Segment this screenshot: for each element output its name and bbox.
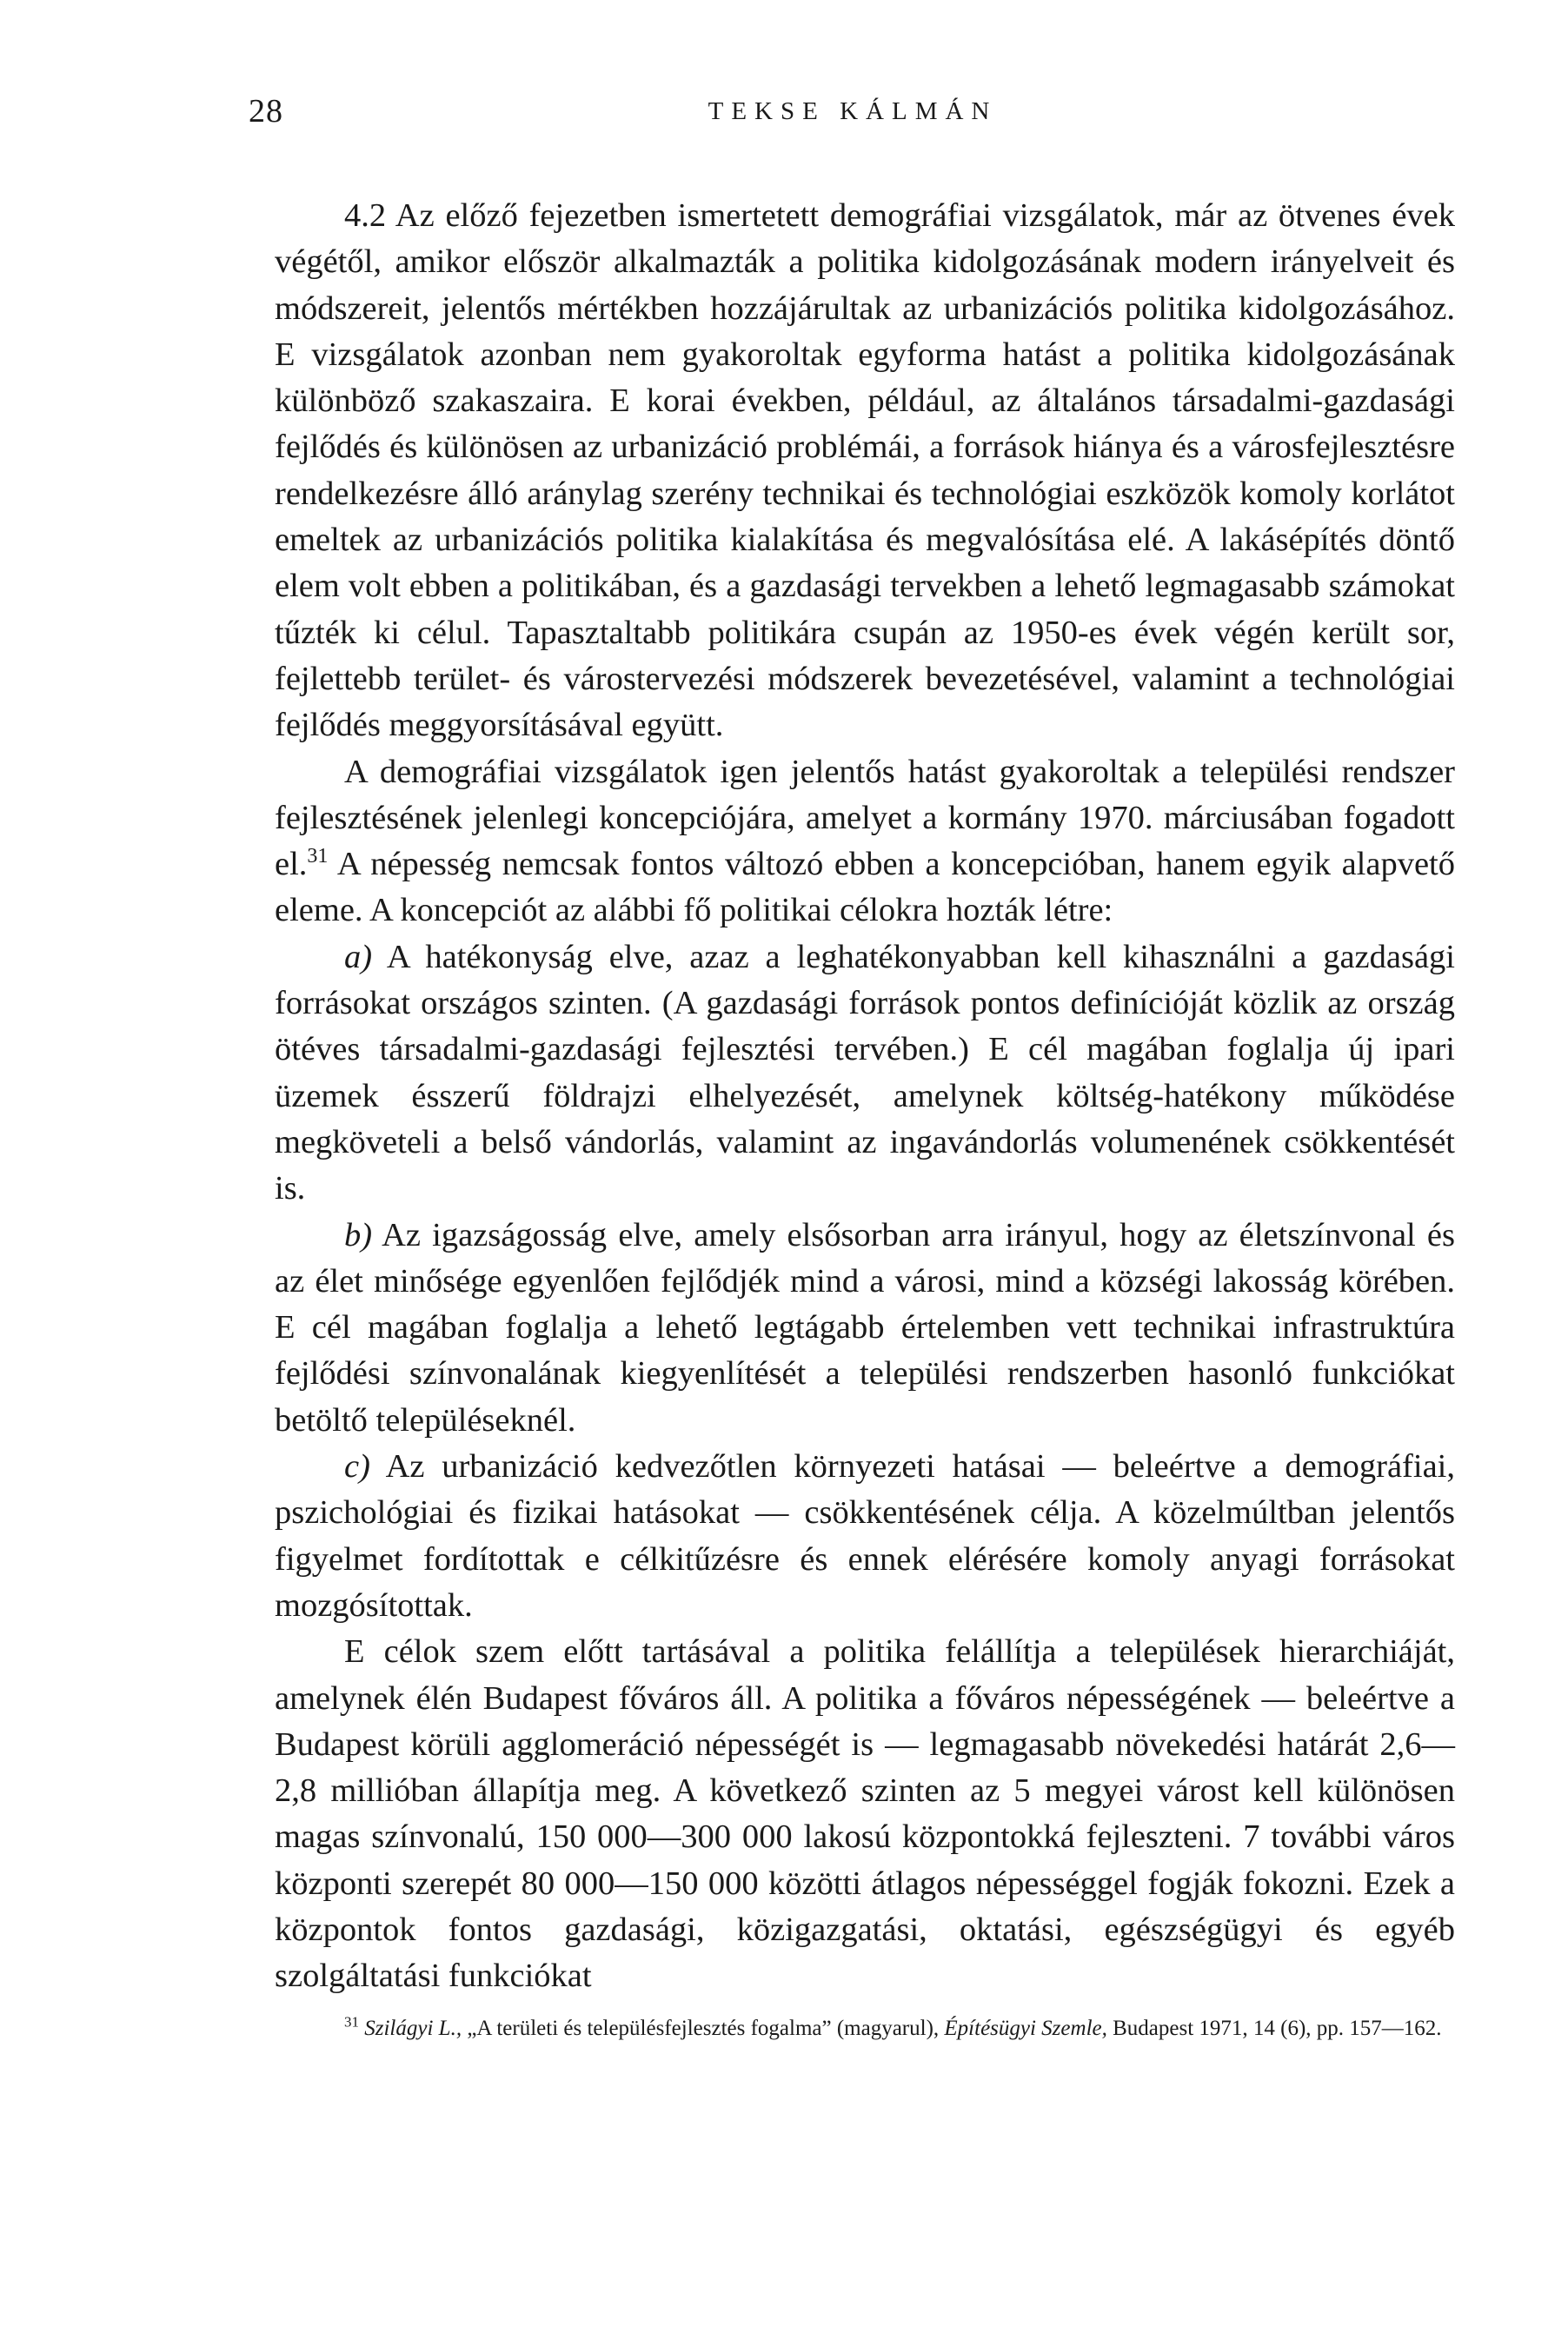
page-header: [249, 92, 1457, 144]
footnote-reference: 31: [307, 845, 329, 868]
footnote-journal: Építésügyi Szemle,: [944, 2017, 1107, 2040]
footnote-marker: 31: [344, 2013, 359, 2031]
list-item-c-text: Az urbanizáció kedvezőtlen környezeti hatásai — beleértve a demográfiai, pszichológiai és fizikai hatásokat — csökkentésének célja. A közelmúltban jelentős figyelmet fordítottak e célkitűzésre és ennek elérésére komoly anyagi forrásokat mozgósítottak.: [275, 1448, 1455, 1624]
list-item-a: [275, 934, 1455, 1213]
paragraph-concept-text: A demográfiai vizsgálatok igen jelentős hatást gyakoroltak a települési rendszer fejlesztésének jelenlegi koncepciójára, amelyet a kormány 1970. márciusában fogadott el.: [275, 753, 1455, 883]
paragraph-hierarchy: E célok szem előtt tartásával a politika felállítja a települések hierarchiáját, amelynek élén Budapest főváros áll. A politika a főváros népességének — beleértve a Budapest körüli agglomeráció népességét is — legmagasabb növekedési határát 2,6—2,8 millióban állapítja meg. A következő szinten az 5 megyei várost kell különösen magas színvonalú, 150 000—300 000 lakosú központokká fejleszteni. 7 további város központi szerepét 80 000—150 000 közötti átlagos népességgel fogják fokozni. Ezek a központok fontos gazdasági, közigazgatási, oktatási, egészségügyi és egyéb szolgáltatási funkciókat: [275, 1633, 1455, 1995]
list-marker-c: c): [344, 1448, 370, 1486]
body-text: [275, 193, 1455, 2000]
footnotes: [275, 2015, 1455, 2043]
running-head: TEKSE KÁLMÁN: [708, 97, 998, 125]
list-item-b: [275, 1213, 1455, 1444]
footnote-author: Szilágyi L.,: [364, 2017, 462, 2040]
footnote-title: „A területi és településfejlesztés fogalma” (magyarul),: [462, 2017, 945, 2040]
list-item-c: [275, 1444, 1455, 1629]
page-number: 28: [249, 93, 283, 130]
paragraph-concept-continued: A népesség nemcsak fontos változó ebben a koncepcióban, hanem egyik alapvető eleme. A koncepciót az alábbi fő politikai célokra hozták létre:: [275, 846, 1455, 929]
list-item-a-text: A hatékonyság elve, azaz a leghatékonyabban kell kihasználni a gazdasági forrásokat országos szinten. (A gazdasági források pontos definícióját közlik az ország ötéves társadalmi-gazdasági fejlesztési tervében.) E cél magában foglalja új ipari üzemek ésszerű földrajzi elhelyezését, amelynek költség-hatékony működése megköveteli a belső vándorlás, valamint az ingavándorlás volumenének csökkentését is.: [275, 938, 1455, 1207]
footnote-details: Budapest 1971, 14 (6), pp. 157—162.: [1106, 2017, 1442, 2040]
list-marker-a: a): [344, 938, 373, 975]
list-marker-b: b): [344, 1216, 373, 1253]
footnote-31: [275, 2015, 1455, 2043]
list-item-b-text: Az igazságosság elve, amely elsősorban arra irányul, hogy az életszínvonal és az élet minősége egyenlően fejlődjék mind a városi, mind a községi lakosság körében. E cél magában foglalja a lehető legtágabb értelemben vett technikai infrastruktúra fejlődési színvonalának kiegyenlítését a települési rendszerben hasonló funkciókat betöltő településeknél.: [275, 1216, 1455, 1439]
paragraph-4-2: 4.2 Az előző fejezetben ismertetett demográfiai vizsgálatok, már az ötvenes évek végétől, amikor először alkalmazták a politika kidolgozásának modern irányelveit és módszereit, jelentős mértékben hozzájárultak az urbanizációs politika kidolgozásához. E vizsgálatok azonban nem gyakoroltak egyforma hatást a politika kidolgozásának különböző szakaszaira. E korai években, például, az általános társadalmi-gazdasági fejlődés és különösen az urbanizáció problémái, a források hiánya és a városfejlesztésre rendelkezésre álló aránylag szerény technikai és technológiai eszközök komoly korlátot emeltek az urbanizációs politika kialakítása és megvalósítása elé. A lakásépítés döntő elem volt ebben a politikában, és a gazdasági tervekben a lehető legmagasabb számokat tűzték ki célul. Tapasztaltabb politikára csupán az 1950-es évek végén került sor, fejlettebb terület- és várostervezési módszerek bevezetésével, valamint a technológiai fejlődés meggyorsításával együtt.: [275, 197, 1455, 744]
paragraph-concept: [275, 749, 1455, 934]
